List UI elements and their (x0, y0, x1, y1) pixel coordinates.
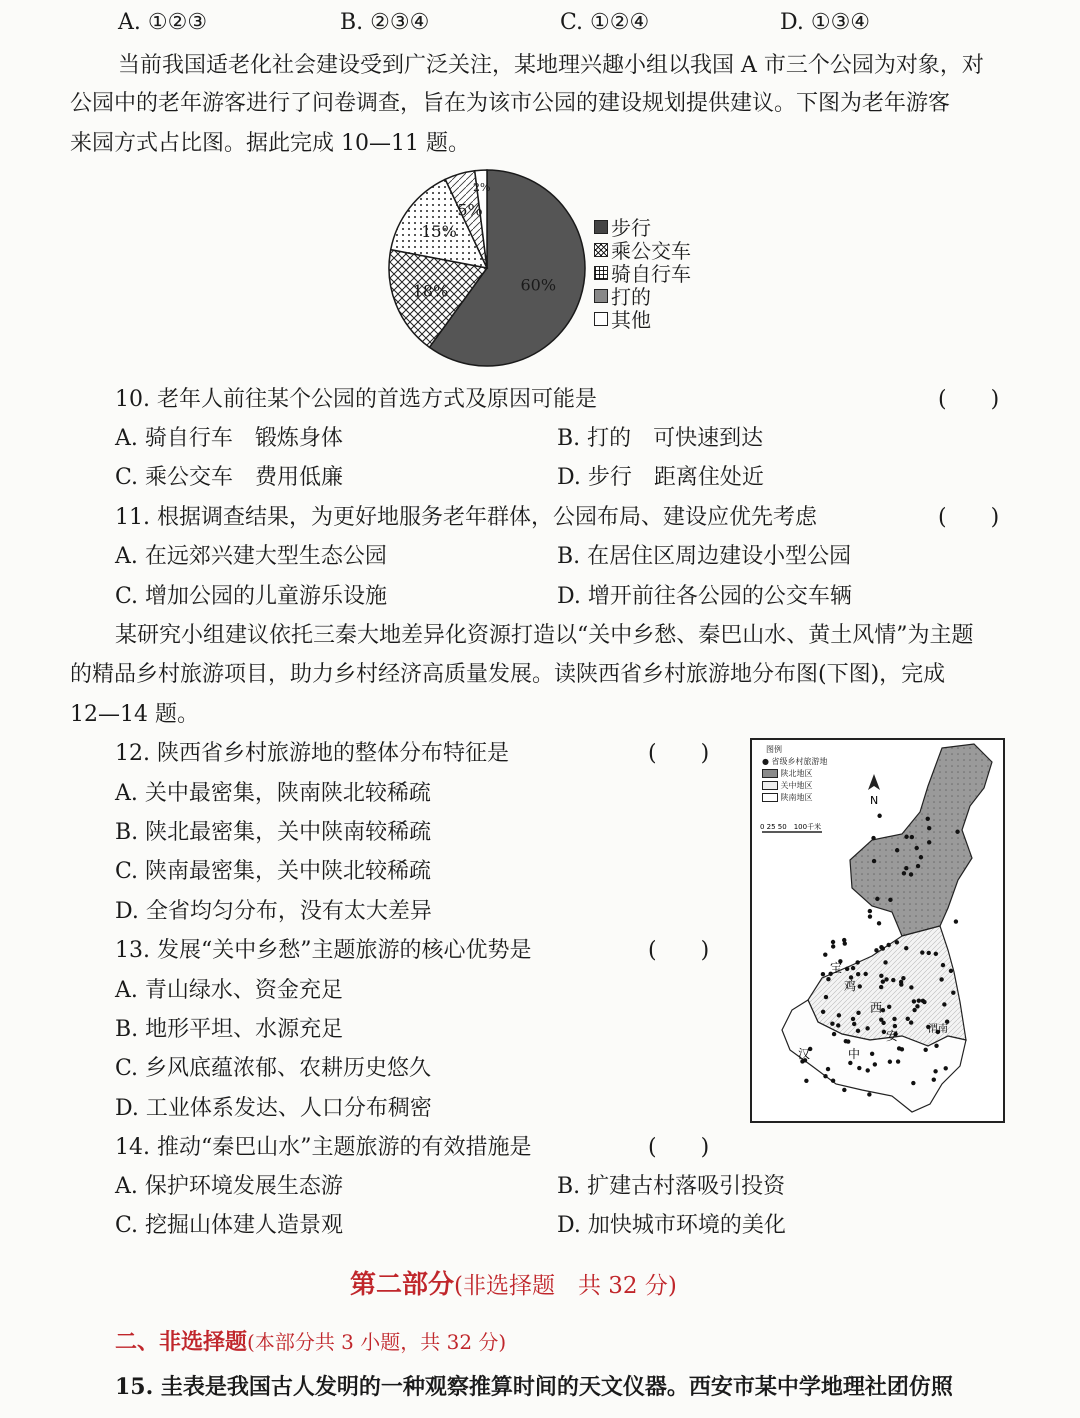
shaanxi-tourism-map (750, 738, 1005, 1123)
tourism-site-dot (901, 976, 905, 980)
tourism-site-dot (888, 898, 892, 902)
intro-park-line-2: 公园中的老年游客进行了问卷调查，旨在为该市公园的建设规划提供建议。下图为老年游客 (70, 91, 951, 116)
q14-stem: 14. 推动“秦巴山水”主题旅游的有效措施是 (115, 1135, 532, 1160)
part2-subtitle: (非选择题 共 32 分) (454, 1273, 677, 1299)
legend-swatch-taxi (594, 289, 608, 303)
legend-swatch-bus (594, 243, 608, 257)
tourism-site-dot (906, 1017, 910, 1021)
tourism-site-dot (896, 1059, 900, 1063)
tourism-site-dot (954, 919, 958, 923)
tourism-site-dot (933, 1069, 937, 1073)
tourism-site-dot (823, 1074, 827, 1078)
tourism-site-dot (927, 826, 931, 830)
place-weinan: 渭南 (928, 1024, 948, 1035)
tourism-site-dot (804, 1079, 808, 1083)
tourism-site-dot (873, 1062, 877, 1066)
q12-option-c[interactable]: C. 陕南最密集，关中陕北较稀疏 (115, 859, 432, 884)
tourism-site-dot (939, 977, 943, 981)
tourism-site-dot (923, 1048, 927, 1052)
tourism-site-dot (912, 999, 916, 1003)
q11-option-c[interactable]: C. 增加公园的儿童游乐设施 (115, 584, 388, 609)
map-legend-south-label: 陕南地区 (780, 793, 813, 802)
section-note: (本部分共 3 小题，共 32 分) (247, 1330, 507, 1354)
map-legend-north-label: 陕北地区 (780, 769, 813, 778)
tourism-site-dot (893, 1024, 897, 1028)
section-head (115, 1325, 506, 1356)
legend-label-other: 其他 (611, 308, 651, 332)
legend-other (594, 304, 651, 333)
tourism-site-dot (871, 836, 875, 840)
tourism-site-dot (866, 1068, 870, 1072)
map-legend-central-label: 关中地区 (780, 781, 813, 790)
tourism-site-dot (915, 1004, 919, 1008)
q12-answer-paren[interactable]: ( ) (648, 741, 710, 766)
tourism-site-dot (851, 966, 855, 970)
q14-answer-paren[interactable]: ( ) (648, 1135, 710, 1160)
map-legend-central-swatch (762, 781, 778, 790)
tourism-site-dot (915, 846, 919, 850)
tourism-site-dot (824, 995, 828, 999)
tourism-site-dot (899, 982, 903, 986)
tourism-site-dot (881, 1021, 885, 1025)
q13-answer-paren[interactable]: ( ) (648, 938, 710, 963)
q13-option-a[interactable]: A. 青山绿水、资金充足 (115, 978, 343, 1003)
legend-swatch-other (594, 312, 608, 326)
tourism-site-dot (856, 1011, 860, 1015)
legend-label-bike: 骑自行车 (611, 262, 691, 286)
place-han: 汉 (798, 1047, 811, 1061)
tourism-site-dot (831, 940, 835, 944)
q10-answer-paren[interactable]: ( ) (938, 387, 1000, 412)
tourism-site-dot (904, 866, 908, 870)
tourism-site-dot (934, 1044, 938, 1048)
q10-option-a[interactable]: A. 骑自行车 锻炼身体 (115, 426, 343, 451)
tourism-site-dot (857, 1066, 861, 1070)
tourism-site-dot (846, 1039, 850, 1043)
q10-stem: 10. 老年人前往某个公园的首选方式及原因可能是 (115, 387, 597, 412)
part2-title-text: 第二部分 (350, 1270, 455, 1300)
tourism-site-dot (912, 1008, 916, 1012)
tourism-site-dot (944, 1066, 948, 1070)
tourism-site-dot (842, 938, 846, 942)
tourism-site-dot (949, 969, 953, 973)
tourism-site-dot (883, 960, 887, 964)
section-head-text: 二、非选择题 (115, 1329, 248, 1355)
q13-option-c[interactable]: C. 乡风底蕴浓郁、农耕历史悠久 (115, 1056, 432, 1081)
part2-title (350, 1264, 677, 1301)
tourism-site-dot (821, 972, 825, 976)
legend-label-walk: 步行 (611, 216, 651, 240)
place-zhong: 中 (848, 1047, 861, 1061)
tourism-site-dot (879, 985, 883, 989)
q13-stem: 13. 发展“关中乡愁”主题旅游的核心优势是 (115, 938, 532, 963)
q11-stem: 11. 根据调查结果，为更好地服务老年群体，公园布局、建设应优先考虑 (115, 505, 817, 530)
tourism-site-dot (934, 952, 938, 956)
tourism-site-dot (865, 1026, 869, 1030)
tourism-site-dot (863, 972, 867, 976)
pie-label-1: 60% (520, 275, 557, 295)
tourism-site-dot (836, 1023, 840, 1027)
tourism-site-dot (888, 1060, 892, 1064)
tourism-site-dot (831, 1078, 835, 1082)
pie-label-3: 15% (421, 221, 457, 241)
pie-label-2: 18% (412, 281, 449, 301)
tourism-site-dot (868, 909, 872, 913)
pie-label-4: 5% (457, 200, 483, 220)
q14-option-d[interactable]: D. 加快城市环境的美化 (557, 1213, 786, 1238)
tourism-site-dot (886, 943, 890, 947)
tourism-site-dot (892, 1017, 896, 1021)
tourism-site-dot (826, 977, 830, 981)
tourism-site-dot (891, 978, 895, 982)
legend-swatch-bike (594, 266, 608, 280)
map-legend-dot-label: 省级乡村旅游地 (771, 757, 828, 766)
intro-park-line-1: 当前我国适老化社会建设受到广泛关注，某地理兴趣小组以我国 A 市三个公园为对象，对 (118, 53, 984, 78)
tourism-site-dot (845, 967, 849, 971)
intro-park-line-3: 来园方式占比图。据此完成 10—11 题。 (70, 131, 470, 156)
tourism-site-dot (921, 999, 925, 1003)
map-legend-south (762, 792, 813, 803)
tourism-site-dot (832, 1032, 836, 1036)
tourism-site-dot (879, 974, 883, 978)
tourism-site-dot (909, 1020, 913, 1024)
q12-option-d[interactable]: D. 全省均匀分布，没有太大差异 (115, 899, 432, 924)
q10-option-c[interactable]: C. 乘公交车 费用低廉 (115, 465, 344, 490)
tourism-site-dot (895, 848, 899, 852)
tourism-site-dot (902, 871, 906, 875)
pie-chart (382, 166, 592, 371)
tourism-site-dot (916, 864, 920, 868)
tourism-site-dot (826, 1067, 830, 1071)
tourism-site-dot (874, 948, 878, 952)
place-bao: 宝 (830, 961, 843, 975)
intro-tour-line-1: 某研究小组建议依托三秦大地差异化资源打造以“关中乡愁、秦巴山水、黄土风情”为主题 (115, 623, 974, 648)
q15-stem: 15. 圭表是我国古人发明的一种观察推算时间的天文仪器。西安市某中学地理社团仿照 (115, 1374, 953, 1400)
option-b-prev: B. ②③④ (340, 10, 430, 35)
tourism-site-dot (911, 1081, 915, 1085)
tourism-site-dot (926, 817, 930, 821)
tourism-site-dot (821, 1010, 825, 1014)
q14-option-c[interactable]: C. 挖掘山体建人造景观 (115, 1213, 344, 1238)
tourism-site-dot (823, 952, 827, 956)
option-c-prev: C. ①②④ (560, 10, 650, 35)
tourism-site-dot (919, 855, 923, 859)
legend-label-taxi: 打的 (611, 285, 651, 309)
intro-tour-line-2: 的精品乡村旅游项目，助力乡村经济高质量发展。读陕西省乡村旅游地分布图(下图)，完成 (70, 662, 946, 687)
scale-text: 0 25 50 100千米 (760, 823, 822, 831)
tourism-site-dot (856, 1029, 860, 1033)
q12-option-a[interactable]: A. 关中最密集，陕南陕北较稀疏 (115, 781, 431, 806)
tourism-site-dot (884, 977, 888, 981)
tourism-site-dot (927, 840, 931, 844)
q11-answer-paren[interactable]: ( ) (938, 505, 1000, 530)
region-north (850, 744, 992, 936)
tourism-site-dot (831, 944, 835, 948)
tourism-site-dot (941, 963, 945, 967)
tourism-site-dot (900, 1047, 904, 1051)
q13-option-b[interactable]: B. 地形平坦、水源充足 (115, 1017, 344, 1042)
tourism-site-dot (887, 1005, 891, 1009)
pie-label-5: 2% (473, 180, 491, 194)
q11-option-d[interactable]: D. 增开前往各公园的公交车辆 (557, 584, 852, 609)
tourism-site-dot (904, 835, 908, 839)
tourism-site-dot (910, 835, 914, 839)
tourism-site-dot (951, 991, 955, 995)
north-arrow-icon (868, 774, 880, 790)
tourism-site-dot (877, 921, 881, 925)
tourism-site-dot (868, 914, 872, 918)
tourism-site-dot (920, 950, 924, 954)
tourism-site-dot (917, 999, 921, 1003)
tourism-site-dot (942, 1002, 946, 1006)
tourism-site-dot (855, 960, 859, 964)
map-legend-south-swatch (762, 793, 778, 802)
tourism-site-dot (955, 830, 959, 834)
intro-tour-line-3: 12—14 题。 (70, 702, 199, 727)
map-legend-central (762, 780, 813, 791)
tourism-site-dot (881, 980, 885, 984)
place-ji: 鸡 (844, 979, 857, 993)
q14-option-a[interactable]: A. 保护环境发展生态游 (115, 1174, 343, 1199)
place-an: 安 (886, 1029, 899, 1043)
q14-option-b[interactable]: B. 扩建古村落吸引投资 (557, 1174, 786, 1199)
map-legend-north (762, 768, 813, 779)
tourism-site-dot (909, 985, 913, 989)
tourism-site-dot (856, 972, 860, 976)
tourism-site-dot (875, 897, 879, 901)
tourism-site-dot (872, 859, 876, 863)
q11-option-a[interactable]: A. 在远郊兴建大型生态公园 (115, 544, 387, 569)
tourism-site-dot (927, 951, 931, 955)
q12-option-b[interactable]: B. 陕北最密集，关中陕南较稀疏 (115, 820, 432, 845)
tourism-site-dot (904, 946, 908, 950)
tourism-site-dot (837, 1013, 841, 1017)
map-legend-north-swatch (762, 769, 778, 778)
legend-label-bus: 乘公交车 (611, 239, 691, 263)
tourism-site-dot (851, 1017, 855, 1021)
tourism-site-dot (867, 1092, 871, 1096)
tourism-site-dot (852, 1022, 856, 1026)
tourism-site-dot (858, 984, 862, 988)
tourism-site-dot (842, 1088, 846, 1092)
map-legend-title: 图例 (766, 745, 782, 754)
tourism-site-dot (879, 945, 883, 949)
q12-stem: 12. 陕西省乡村旅游地的整体分布特征是 (115, 741, 509, 766)
tourism-site-dot (848, 1061, 852, 1065)
tourism-site-dot (932, 1078, 936, 1082)
legend-swatch-walk (594, 220, 608, 234)
q10-option-d[interactable]: D. 步行 距离住处近 (557, 465, 764, 490)
tourism-site-dot (877, 814, 881, 818)
option-a-prev: A. ①②③ (118, 10, 208, 35)
map-legend-dot: ● 省级乡村旅游地 (762, 757, 828, 766)
north-letter: N (870, 794, 879, 807)
option-d-prev: D. ①③④ (780, 10, 871, 35)
place-xi: 西 (870, 1001, 883, 1015)
q13-option-d[interactable]: D. 工业体系发达、人口分布稠密 (115, 1096, 432, 1121)
tourism-site-dot (830, 1022, 834, 1026)
tourism-site-dot (895, 940, 899, 944)
tourism-site-dot (870, 1052, 874, 1056)
q10-option-b[interactable]: B. 打的 可快速到达 (557, 426, 764, 451)
tourism-site-dot (909, 872, 913, 876)
q11-option-b[interactable]: B. 在居住区周边建设小型公园 (557, 544, 852, 569)
